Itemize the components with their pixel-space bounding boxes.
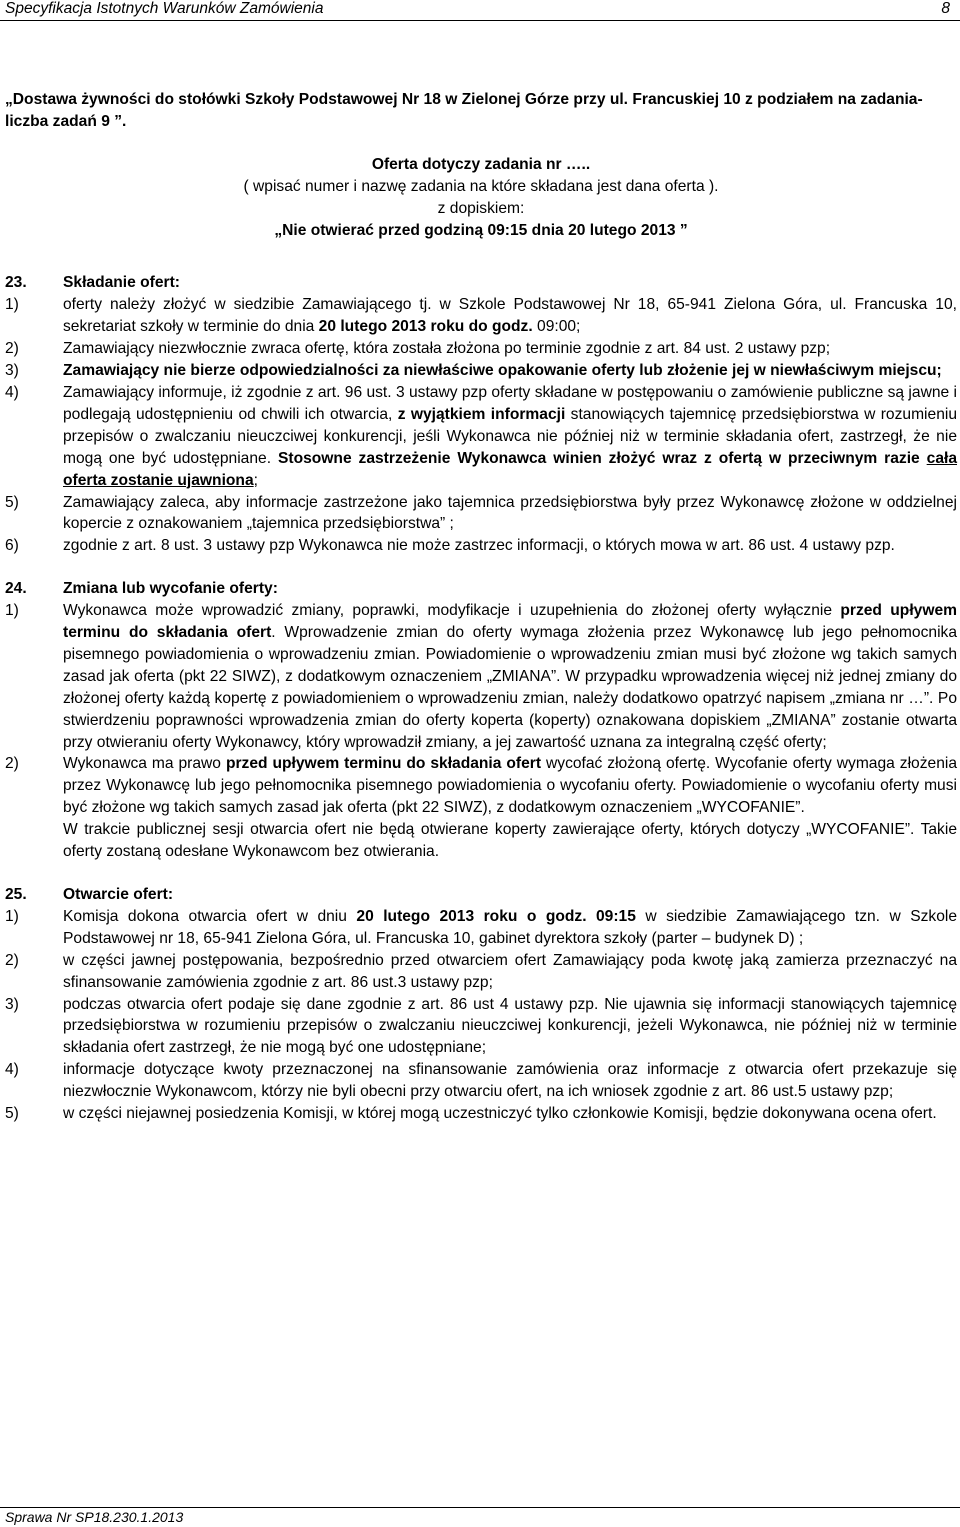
list-item (5, 1103, 957, 1125)
item-text: Zamawiający nie bierze odpowiedzialności za niewłaściwe opakowanie oferty lub złożenie jej w niewłaściwym miejscu; (63, 362, 942, 380)
item-number: 3) (5, 995, 19, 1013)
item-number: 3) (5, 362, 19, 380)
item-number: 1) (5, 602, 19, 620)
item-text: Zamawiający niezwłocznie zwraca ofertę, która została złożona po terminie zgodnie z art. 84 ust. 2 ustawy pzp; (63, 340, 831, 358)
do-not-open-note: „Nie otwierać przed godziną 09:15 dnia 20 lutego 2013 ” (274, 221, 688, 239)
item-number: 2) (5, 951, 19, 969)
section-25-heading (5, 884, 957, 906)
list-item (5, 382, 957, 492)
item-text: zgodnie z art. 8 ust. 3 ustawy pzp Wykonawca nie może zastrzec informacji, o których mowa w art. 86 ust. 4 ustawy pzp. (63, 537, 895, 555)
list-item (5, 753, 957, 863)
section-23-heading (5, 272, 957, 294)
item-text: Komisja dokona otwarcia ofert w dniu 20 lutego 2013 roku o godz. 09:15 w siedzibie Zamawiającego tzn. w Szkole Podstawowej nr 18, 65-941 Zielona Góra, ul. Francuska 10, gabinet dyrektora szkoły (parter – budynek D) ; (63, 907, 957, 947)
offer-line: Oferta dotyczy zadania nr ….. (371, 155, 591, 173)
section-number: 25. (5, 886, 27, 903)
page-header (0, 0, 960, 24)
list-item (5, 994, 957, 1060)
list-item (5, 600, 957, 753)
section-title: Składanie ofert: (63, 274, 180, 292)
list-item (5, 338, 957, 360)
section-number: 24. (5, 580, 27, 598)
section-title: Otwarcie ofert: (63, 886, 174, 903)
footer-rule (0, 1507, 960, 1508)
item-text: w części jawnej postępowania, bezpośrednio przed otwarciem ofert Zamawiający poda kwotę jaką zamierza przeznaczyć na sfinansowanie zamówienia zgodnie z art. 86 ust.3 ustawy pzp; (63, 951, 957, 991)
item-number: 6) (5, 537, 19, 555)
list-item (5, 950, 957, 994)
item-number: 5) (5, 493, 19, 511)
page-number: 8 (941, 0, 950, 17)
document-title: Specyfikacja Istotnych Warunków Zamówienia (5, 0, 324, 17)
item-text: informacje dotyczące kwoty przeznaczonej na sfinansowanie zamówienia oraz informacje z otwarcia ofert przekazuje się niezwłocznie Wykonawcom, którzy nie byli obecni przy otwarciu ofert, na ich wniosek zgodnie z art. 86 ust.5 ustawy pzp; (63, 1061, 957, 1101)
item-number: 4) (5, 383, 19, 401)
document-body (5, 89, 957, 1125)
item-text: podczas otwarcia ofert podaje się dane zgodnie z art. 86 ust 4 ustawy pzp. Nie ujawnia się informacji stanowiących tajemnicę przedsiębiorstwa w rozumieniu przepisów o zwalczaniu nieuczciwej konkurencji, jeżeli Wykonawca, nie później niż w terminie składania ofert zastrzegł, że nie mogą być one udostępniane; (63, 995, 957, 1057)
list-item (5, 906, 957, 950)
offer-instruction: ( wpisać numer i nazwę zadania na które składana jest dana oferta ). (243, 177, 719, 195)
list-item (5, 535, 957, 557)
header-rule (0, 20, 960, 21)
case-number: Sprawa Nr SP18.230.1.2013 (5, 1509, 184, 1525)
item-number: 2) (5, 755, 19, 773)
item-number: 1) (5, 907, 19, 925)
section-24-heading (5, 578, 957, 600)
item-text: oferty należy złożyć w siedzibie Zamawiającego tj. w Szkole Podstawowej Nr 18, 65-941 Zielona Góra, ul. Francuska 10, sekretariat szkoły w terminie do dnia 20 lutego 2013 roku do godz. 09:00; (63, 296, 957, 336)
section-title: Zmiana lub wycofanie oferty: (63, 580, 278, 598)
item-number: 1) (5, 296, 19, 314)
note-label: z dopiskiem: (437, 199, 525, 217)
list-item (5, 1059, 957, 1103)
list-item (5, 294, 957, 338)
item-text: Wykonawca ma prawo przed upływem terminu do składania ofert wycofać złożoną ofertę. Wycofanie oferty wymaga złożenia przez Wykonawcę lub jego pełnomocnika pisemnego powiadomienia o wycofaniu oferty. Powiadomienie o wycofaniu oferty musi być złożone wg takich samych zasad jak oferta (pkt 22 SIWZ), z dodatkowym oznaczeniem „WYCOFANIE”. W trakcie publicznej sesji otwarcia ofert nie będą otwierane koperty zawierające oferty, których dotyczy „WYCOFANIE”. Takie oferty zostaną odesłane Wykonawcom bez otwierania. (63, 755, 958, 861)
tender-title: „Dostawa żywności do stołówki Szkoły Podstawowej Nr 18 w Zielonej Górze przy ul. Francuskiej 10 z podziałem na zadania- liczba zadań 9 ”. (5, 91, 923, 130)
section-number: 23. (5, 274, 27, 292)
item-text: w części niejawnej posiedzenia Komisji, w której mogą uczestniczyć tylko członkowie Komisji, będzie dokonywana ocena ofert. (63, 1105, 937, 1123)
item-text: Wykonawca może wprowadzić zmiany, poprawki, modyfikacje i uzupełnienia do złożonej oferty wyłącznie przed upływem terminu do składania ofert. Wprowadzenie zmian do oferty wymaga złożenia przez Wykonawcę lub jego pełnomocnika pisemnego powiadomienia o wprowadzeniu zmian. Powiadomienie o wprowadzeniu zmian musi być złożone wg takich samych zasad jak oferta (pkt 22 SIWZ), z dodatkowym oznaczeniem „ZMIANA”. W przypadku wprowadzenia więcej niż jednej zmiany do złożonej oferty każdą kopertę z powiadomieniem o wprowadzeniu zmian, należy dodatkowo opatrzyć napisem „zmiana nr …”. Po stwierdzeniu poprawności wprowadzenia zmian do oferty koperta (koperty) oznakowana dopiskiem „ZMIANA” zostanie otwarta przy otwieraniu oferty Wykonawcy, który wprowadził zmiany, a jej zawartość uznana za integralną część oferty; (63, 602, 957, 751)
list-item (5, 492, 957, 536)
item-number: 4) (5, 1061, 19, 1079)
item-number: 2) (5, 340, 19, 358)
item-text: Zamawiający zaleca, aby informacje zastrzeżone jako tajemnica przedsiębiorstwa były przez Wykonawcę złożone w oddzielnej kopercie z oznakowaniem „tajemnica przedsiębiorstwa” ; (63, 493, 957, 533)
item-number: 5) (5, 1105, 19, 1123)
item-text: Zamawiający informuje, iż zgodnie z art. 96 ust. 3 ustawy pzp oferty składane w postępowaniu o zamówienie publiczne są jawne i podlegają udostępnieniu od chwili ich otwarcia, z wyjątkiem informacji stanowiących tajemnicę przedsiębiorstwa w rozumieniu przepisów o zwalczaniu nieuczciwej konkurencji, jeśli Wykonawca nie później niż w terminie składania ofert, zastrzegł, że nie mogą one być udostępniane. Stosowne zastrzeżenie Wykonawca winien złożyć wraz z ofertą w przeciwnym razie cała oferta zostanie ujawniona; (63, 383, 958, 489)
list-item (5, 360, 957, 382)
